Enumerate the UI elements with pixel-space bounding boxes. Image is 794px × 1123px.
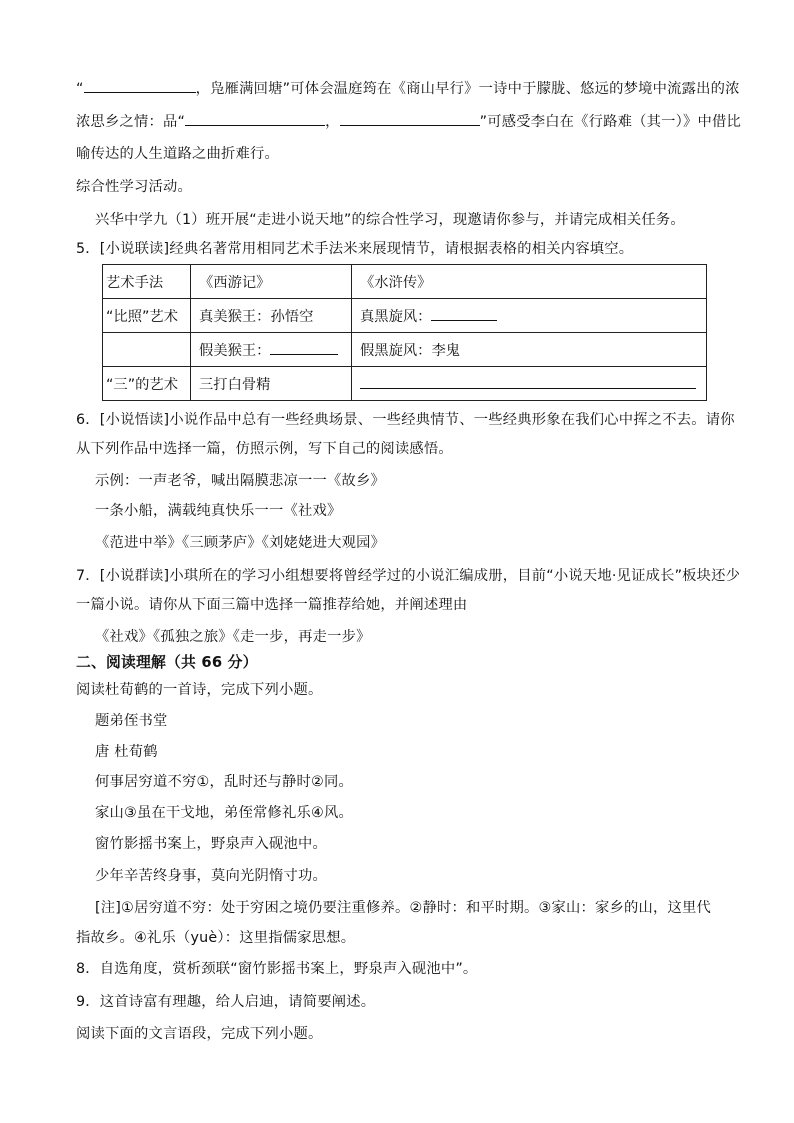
text: ，凫雁满回塘”可体会温庭筠在《商山早行》一诗中于朦胧、悠远的梦境中流露出的浓 (195, 81, 740, 97)
text-line: 阅读杜荀鹤的一首诗，完成下列小题。 (76, 682, 323, 698)
question-8: 8．自选角度，赏析颈联“窗竹影摇书案上，野泉声入砚池中”。 (76, 961, 478, 977)
table-cell (352, 299, 707, 333)
text-line: 兴华中学九（1）班开展“走进小说天地”的综合性学习，现邀请你参与，并请完成相关任务。 (95, 212, 685, 228)
text-line: 从下列作品中选择一篇，仿照示例，写下自己的阅读感悟。 (76, 441, 453, 457)
art-technique-table (102, 264, 707, 401)
question-5: 5．[小说联读]经典名著常用相同艺术手法米来展现情节，请根据表格的相关内容填空。 (76, 241, 634, 257)
answer-blank[interactable] (360, 374, 696, 389)
table-cell (191, 333, 352, 367)
text: 假美猴王： (199, 342, 271, 359)
poem-note: [注]①居穷道不穷：处于穷困之境仍要注重修养。②静时：和平时期。③家山：家乡的山，这里代 (95, 900, 711, 916)
poem-line: 窗竹影摇书案上，野泉声入砚池中。 (95, 836, 327, 852)
example-line: 示例：一声老爷，喊出隔膜悲凉一一《故乡》 (95, 473, 385, 489)
table-row (103, 333, 707, 367)
poem-title: 题弟侄书堂 (95, 713, 168, 729)
table-header-row (103, 265, 707, 299)
works-list: 《社戏》《孤独之旅》《走一步，再走一步》 (95, 629, 371, 645)
poem-line: 少年辛苦终身事，莫向光阴惰寸功。 (95, 868, 327, 884)
poem-line: 何事居穷道不穷①，乱时还与静时②同。 (95, 774, 353, 790)
table-cell (352, 367, 707, 401)
text-line (76, 111, 741, 132)
table-cell: 假黑旋风：李鬼 (352, 333, 707, 367)
answer-blank[interactable] (270, 340, 338, 355)
table-cell: 真美猴王：孙悟空 (191, 299, 352, 333)
text-line: 一篇小说。请你从下面三篇中选择一篇推荐给她，并阐述理由 (76, 597, 468, 613)
poem-author: 唐 杜荀鹤 (95, 744, 158, 760)
answer-blank[interactable] (185, 111, 325, 126)
table-cell: “比照”艺术 (103, 299, 191, 333)
table-header: 《水浒传》 (352, 265, 707, 299)
question-7: 7．[小说群读]小琪所在的学习小组想要将曾经学过的小说汇编成册，目前“小说天地·见证成长”板块还少 (76, 568, 741, 584)
works-list: 《范进中举》《三顾茅庐》《刘姥姥进大观园》 (95, 535, 386, 551)
text: ， (325, 114, 340, 130)
table-cell (103, 333, 191, 367)
question-6: 6．[小说悟读]小说作品中总有一些经典场景、一些经典情节、一些经典形象在我们心中挥之不去。请你 (76, 412, 735, 428)
text-line (76, 78, 738, 99)
poem-line: 家山③虽在干戈地，弟侄常修礼乐④风。 (95, 805, 353, 821)
table-header: 《西游记》 (191, 265, 352, 299)
example-line: 一条小船，满载纯真快乐一一《社戏》 (95, 503, 342, 519)
answer-blank[interactable] (84, 78, 196, 93)
text-line: 喻传达的人生道路之曲折难行。 (76, 146, 279, 162)
text-line: 综合性学习活动。 (76, 179, 192, 195)
answer-blank[interactable] (340, 111, 480, 126)
answer-blank[interactable] (431, 306, 497, 321)
text: 真黑旋风： (360, 308, 432, 325)
section-heading: 二、阅读理解（共 66 分） (76, 654, 258, 671)
text: ”可感受李白在《行路难（其一）》中借比 (479, 114, 741, 130)
text: “ (76, 81, 84, 97)
table-row (103, 299, 707, 333)
table-cell: “三”的艺术 (103, 367, 191, 401)
question-9: 9．这首诗富有理趣，给人启迪，请简要阐述。 (76, 994, 376, 1010)
table-header: 艺术手法 (103, 265, 191, 299)
table-row (103, 367, 707, 401)
text-line: 阅读下面的文言语段，完成下列小题。 (76, 1026, 323, 1042)
table-cell: 三打白骨精 (191, 367, 352, 401)
text: 浓思乡之情：品“ (76, 114, 186, 130)
poem-note: 指故乡。④礼乐（yuè）：这里指儒家思想。 (76, 930, 356, 946)
